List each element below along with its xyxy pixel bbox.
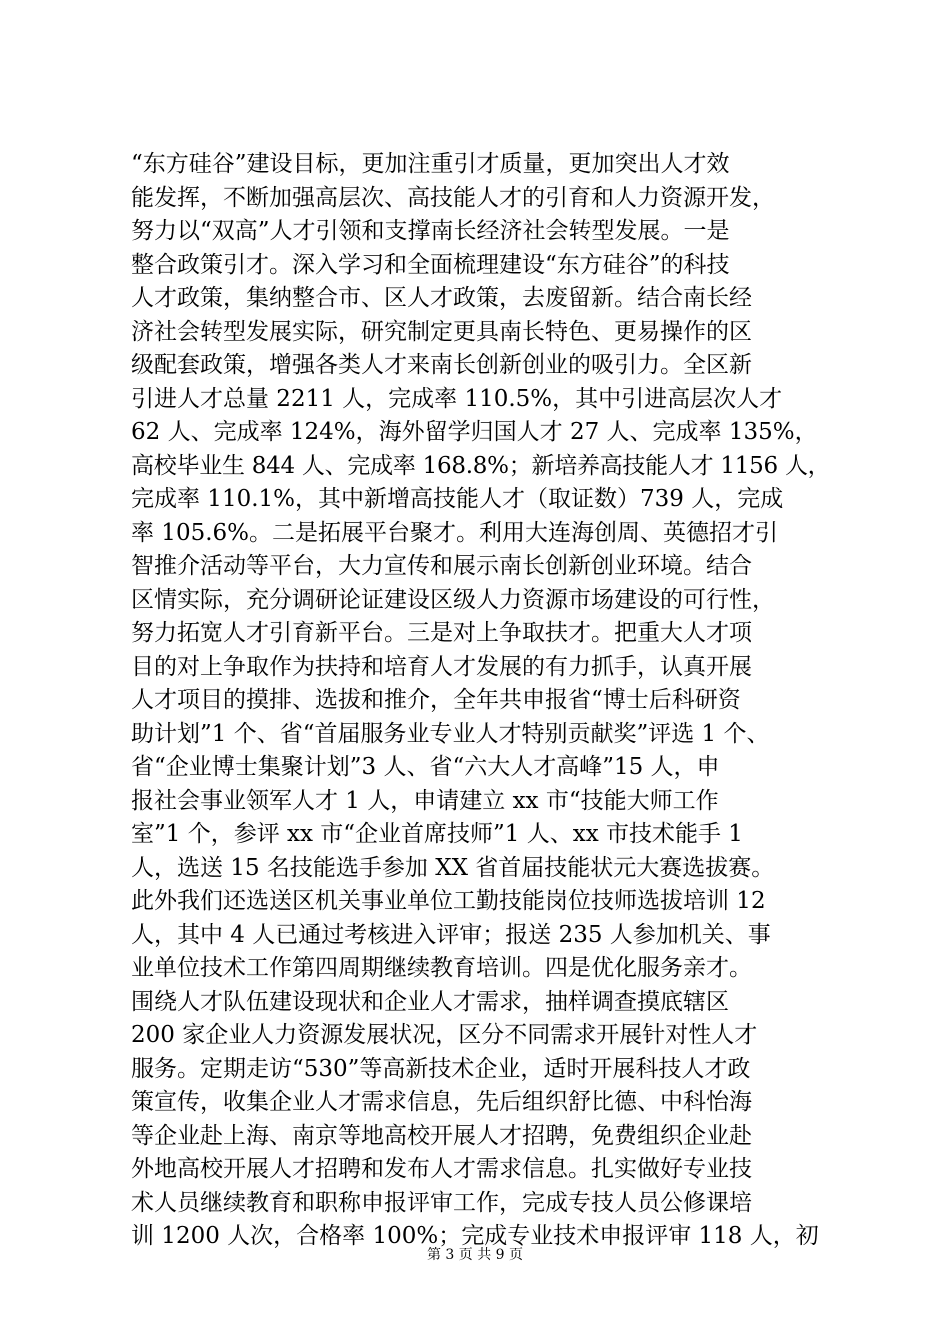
text-line: 人，选送 15 名技能选手参加 XX 省首届技能状元大赛选拔赛。 [131, 854, 775, 881]
text-line: 策宣传，收集企业人才需求信息，先后组织舒比德、中科怡海 [131, 1089, 752, 1115]
text-line: 引进人才总量 2211 人，完成率 110.5%，其中引进高层次人才 [131, 385, 783, 412]
text-line: 能发挥，不断加强高层次、高技能人才的引育和人力资源开发， [131, 184, 775, 211]
text-line: 200 家企业人力资源发展状况，区分不同需求开展针对性人才 [131, 1022, 758, 1048]
page-footer: 第 3 页 共 9 页 [426, 1247, 524, 1263]
text-line: 完成率 110.1%，其中新增高技能人才（取证数）739 人，完成 [131, 486, 784, 512]
text-line: 业单位技术工作第四周期继续教育培训。四是优化服务亲才。 [131, 955, 752, 981]
text-line: 62 人、完成率 124%，海外留学归国人才 27 人、完成率 135%， [131, 419, 818, 445]
text-line: 目的对上争取作为扶持和培育人才发展的有力抓手，认真开展 [131, 653, 752, 680]
text-line: “东方硅谷”建设目标，更加注重引才质量，更加突出人才效 [131, 151, 730, 177]
text-line: 努力拓宽人才引育新平台。三是对上争取扶才。把重大人才项 [131, 620, 752, 646]
text-line: 人才政策，集纳整合市、区人才政策，去废留新。结合南长经 [131, 285, 752, 311]
text-line: 训 1200 人次，合格率 100%；完成专业技术申报评审 118 人，初 [131, 1223, 819, 1249]
text-line: 级配套政策，增强各类人才来南长创新创业的吸引力。全区新 [131, 352, 752, 378]
body-text [131, 148, 831, 1254]
text-line: 区情实际，充分调研论证建设区级人力资源市场建设的可行性， [131, 586, 775, 613]
text-line: 高校毕业生 844 人、完成率 168.8%；新培养高技能人才 1156 人， [131, 452, 831, 479]
text-line: 助计划”1 个、省“首届服务业专业人才特别贡献奖”评选 1 个、 [131, 720, 770, 747]
text-line: 服务。定期走访“530”等高新技术企业，适时开展科技人才政 [131, 1055, 751, 1082]
text-line: 省“企业博士集聚计划”3 人、省“六大人才高峰”15 人，申 [131, 754, 720, 780]
text-line: 智推介活动等平台，大力宣传和展示南长创新创业环境。结合 [131, 553, 752, 579]
text-line: 外地高校开展人才招聘和发布人才需求信息。扎实做好专业技 [131, 1156, 752, 1182]
text-line: 率 105.6%。二是拓展平台聚才。利用大连海创周、英德招才引 [131, 519, 779, 546]
text-line: 室”1 个，参评 xx 市“企业首席技师”1 人、xx 市技术能手 1 [131, 821, 743, 847]
text-line: 济社会转型发展实际，研究制定更具南长特色、更易操作的区 [131, 318, 752, 345]
text-line: 努力以“双高”人才引领和支撑南长经济社会转型发展。一是 [131, 218, 730, 244]
text-line: 整合政策引才。深入学习和全面梳理建设“东方硅谷”的科技 [131, 251, 730, 278]
text-line: 等企业赴上海、南京等地高校开展人才招聘，免费组织企业赴 [131, 1122, 752, 1149]
text-line: 人才项目的摸排、选拔和推介，全年共申报省“博士后科研资 [131, 687, 741, 713]
text-line: 报社会事业领军人才 1 人，申请建立 xx 市“技能大师工作 [131, 787, 719, 814]
text-line: 人，其中 4 人已通过考核进入评审；报送 235 人参加机关、事 [131, 921, 771, 948]
text-line: 术人员继续教育和职称申报评审工作，完成专技人员公修课培 [131, 1189, 752, 1216]
text-line: 此外我们还选送区机关事业单位工勤技能岗位技师选拔培训 12 [131, 888, 766, 914]
text-line: 围绕人才队伍建设现状和企业人才需求，抽样调查摸底辖区 [131, 988, 729, 1015]
